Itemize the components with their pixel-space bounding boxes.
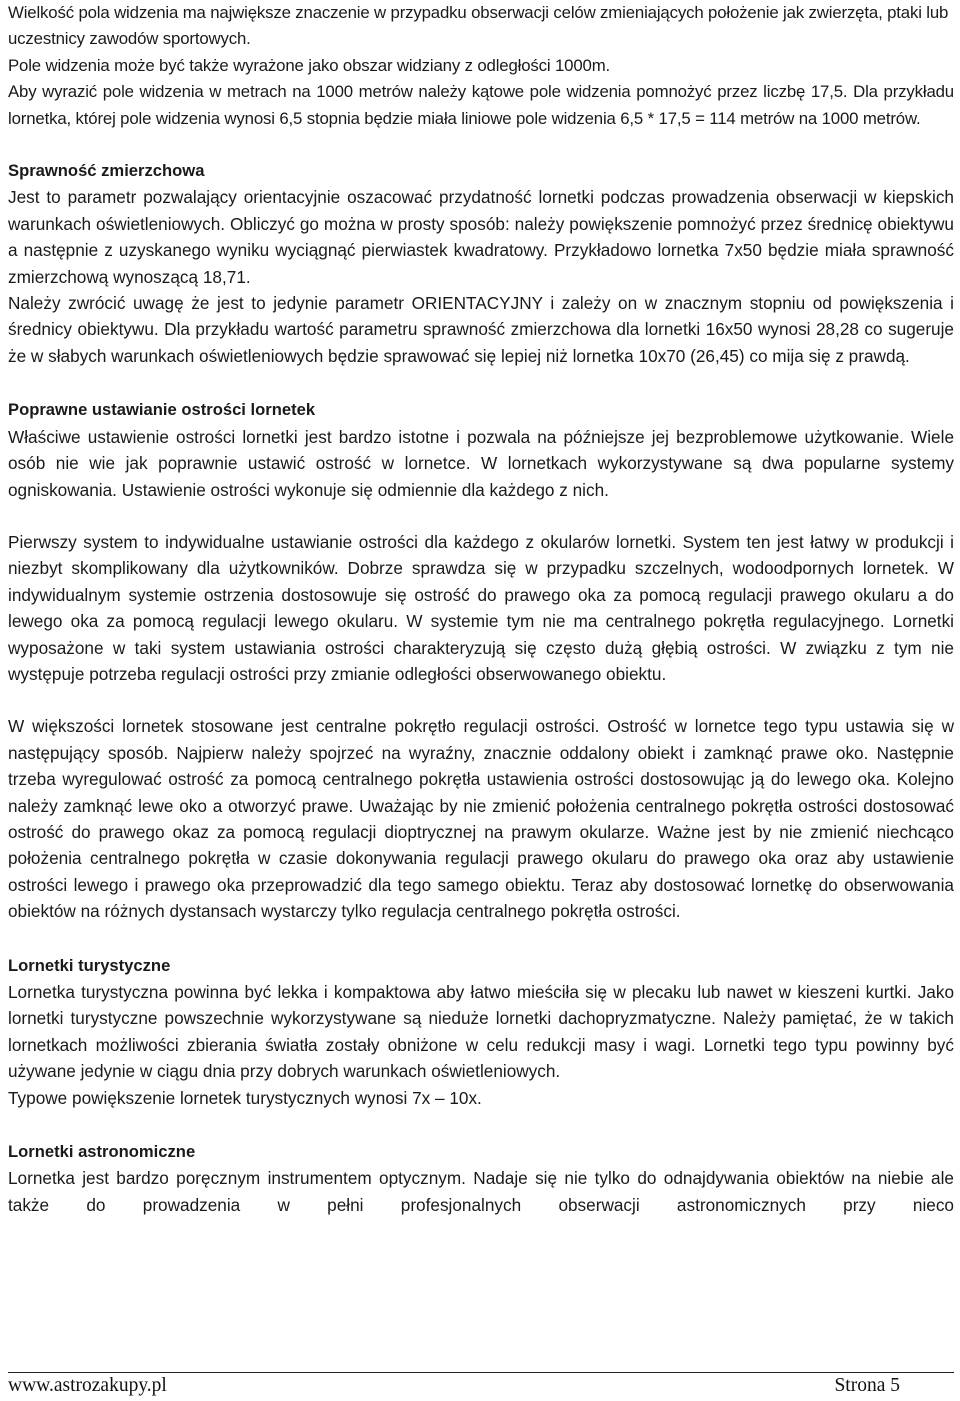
spacer xyxy=(8,925,954,953)
heading-twilight-factor: Sprawność zmierzchowa xyxy=(8,161,205,181)
intro-line-2: Pole widzenia może być także wyrażone jako obszar widziany z odległości 1000m. xyxy=(8,55,611,75)
astro-paragraph-1: Lornetka jest bardzo poręcznym instrumentem optycznym. Nadaje się nie tylko do odnajdywania obiektów na niebie ale także do prowadzenia w pełni profesjonalnych obserwacji astronomicznych przy nieco xyxy=(8,1168,954,1215)
intro-paragraph xyxy=(8,79,954,132)
spacer xyxy=(8,132,954,158)
heading-tourist-binoculars: Lornetki turystyczne xyxy=(8,955,171,975)
intro-line-1: Wielkość pola widzenia ma największe znaczenie w przypadku obserwacji celów zmieniających położenie jak zwierzęta, ptaki lub uczestnicy zawodów sportowych. xyxy=(8,3,949,49)
heading-focus-setting: Poprawne ustawianie ostrości lornetek xyxy=(8,400,316,420)
spacer xyxy=(8,1111,954,1139)
footer-divider xyxy=(8,1372,954,1373)
intro-line-4: Dla przykładu lornetka, której pole widzenia wynosi 6,5 stopnia będzie miała liniowe pole widzenia 6,5 * 17,5 = 114 metrów na 1000 metrów. xyxy=(8,82,954,128)
focus-paragraph-3: W większości lornetek stosowane jest centralne pokrętło regulacji ostrości. Ostrość w lornetce tego typu ustawia się w następujący sposób. Najpierw należy spojrzeć na wyraźny, znacznie oddalony obiekt i zamknąć prawe oko. Następnie trzeba wyregulować ostrość za pomocą centralnego pokrętła ustawienia ostrości dostosowując ją do lewego oka. Kolejno należy zamknąć lewe oko a otworzyć prawe. Uważając by nie zmienić położenia centralnego pokrętła ostrości dostosować ostrość do prawego okaz za pomocą regulacji dioptrycznej na prawym okularze. Ważne jest by nie zmienić niechcąco położenia centralnego pokrętła w czasie dokonywania regulacji prawego okularu do prawego oka oraz aby ustawienie ostrości lewego i prawego oka przeprowadzić dla tego samego obiektu. Teraz aby dostosować lornetkę do obserwowania obiektów na różnych dystansach wystarczy tylko regulacja centralnego pokrętła ostrości. xyxy=(8,716,954,922)
footer-page-number: Strona 5 xyxy=(834,1375,900,1396)
twilight-paragraph-2: Należy zwrócić uwagę że jest to jedynie parametr ORIENTACYJNY i zależy on w znacznym stopniu od powiększenia i średnicy obiektywu. Dla przykładu wartość parametru sprawność zmierzchowa dla lornetki 16x50 wynosi 28,28 co sugeruje że w słabych warunkach oświetleniowych będzie sprawować się lepiej niż lornetka 10x70 (26,45) co mija się z prawdą. xyxy=(8,293,954,366)
twilight-paragraph-1: Jest to parametr pozwalający orientacyjnie oszacować przydatność lornetki podczas prowadzenia obserwacji w kiepskich warunkach oświetleniowych. Obliczyć go można w prosty sposób: należy powiększenie pomnożyć przez średnicę obiektywu a następnie z uzyskanego wyniku wyciągnąć pierwiastek kwadratowy. Przykładowo lornetka 7x50 będzie miała sprawność zmierzchową wynoszącą 18,71. xyxy=(8,187,954,287)
spacer xyxy=(8,369,954,397)
document-page xyxy=(8,0,954,1218)
heading-astronomical-binoculars: Lornetki astronomiczne xyxy=(8,1142,196,1162)
focus-paragraph-2: Pierwszy system to indywidualne ustawianie ostrości dla każdego z okularów lornetki. System ten jest łatwy w produkcji i niezbyt skomplikowany dla użytkowników. Dobrze sprawdza się w przypadku szczelnych, wodoodpornych lornetek. W indywidualnym systemie ostrzenia dostosowuje się ostrość do prawego oka za pomocą regulacji prawego okularu a do lewego oka za pomocą regulacji lewego okularu. W systemie tym nie ma centralnego pokrętła regulacyjnego. Lornetki wyposażone w taki system ustawiania ostrości charakteryzują się często dużą głębią ostrości. W związku z tym nie występuje potrzeba regulacji ostrości przy zmianie odległości obserwowanego obiektu. xyxy=(8,531,954,684)
focus-paragraph-1: Właściwe ustawienie ostrości lornetki jest bardzo istotne i pozwala na późniejsze jej bezproblemowe użytkowanie. Wiele osób nie wie jak poprawnie ustawić ostrość w lornetce. W lornetkach wykorzystywane są dwa popularne systemy ogniskowania. Ustawienie ostrości wykonuje się odmiennie dla każdego z nich. xyxy=(8,426,954,500)
intro-line-3: Aby wyrazić pole widzenia w metrach na 1000 metrów należy kątowe pole widzenia pomnożyć przez liczbę 17,5. xyxy=(8,82,848,102)
tourist-paragraph-1: Lornetka turystyczna powinna być lekka i kompaktowa aby łatwo mieściła się w plecaku lub nawet w kieszeni kurtki. Jako lornetki turystyczne powszechnie wykorzystywane są nieduże lornetki dachopryzmatyczne. Należy pamiętać, że w takich lornetkach możliwości zbierania światła zostały obniżone w celu redukcji masy i wagi. Lornetki tego typu powinny być używane jedynie w ciągu dnia przy dobrych warunkach oświetleniowych. xyxy=(8,982,954,1082)
spacer xyxy=(8,503,954,529)
spacer xyxy=(8,687,954,713)
page-footer xyxy=(8,1375,900,1397)
tourist-paragraph-2: Typowe powiększenie lornetek turystycznych wynosi 7x – 10x. xyxy=(8,1087,482,1108)
footer-website: www.astrozakupy.pl xyxy=(8,1375,167,1396)
